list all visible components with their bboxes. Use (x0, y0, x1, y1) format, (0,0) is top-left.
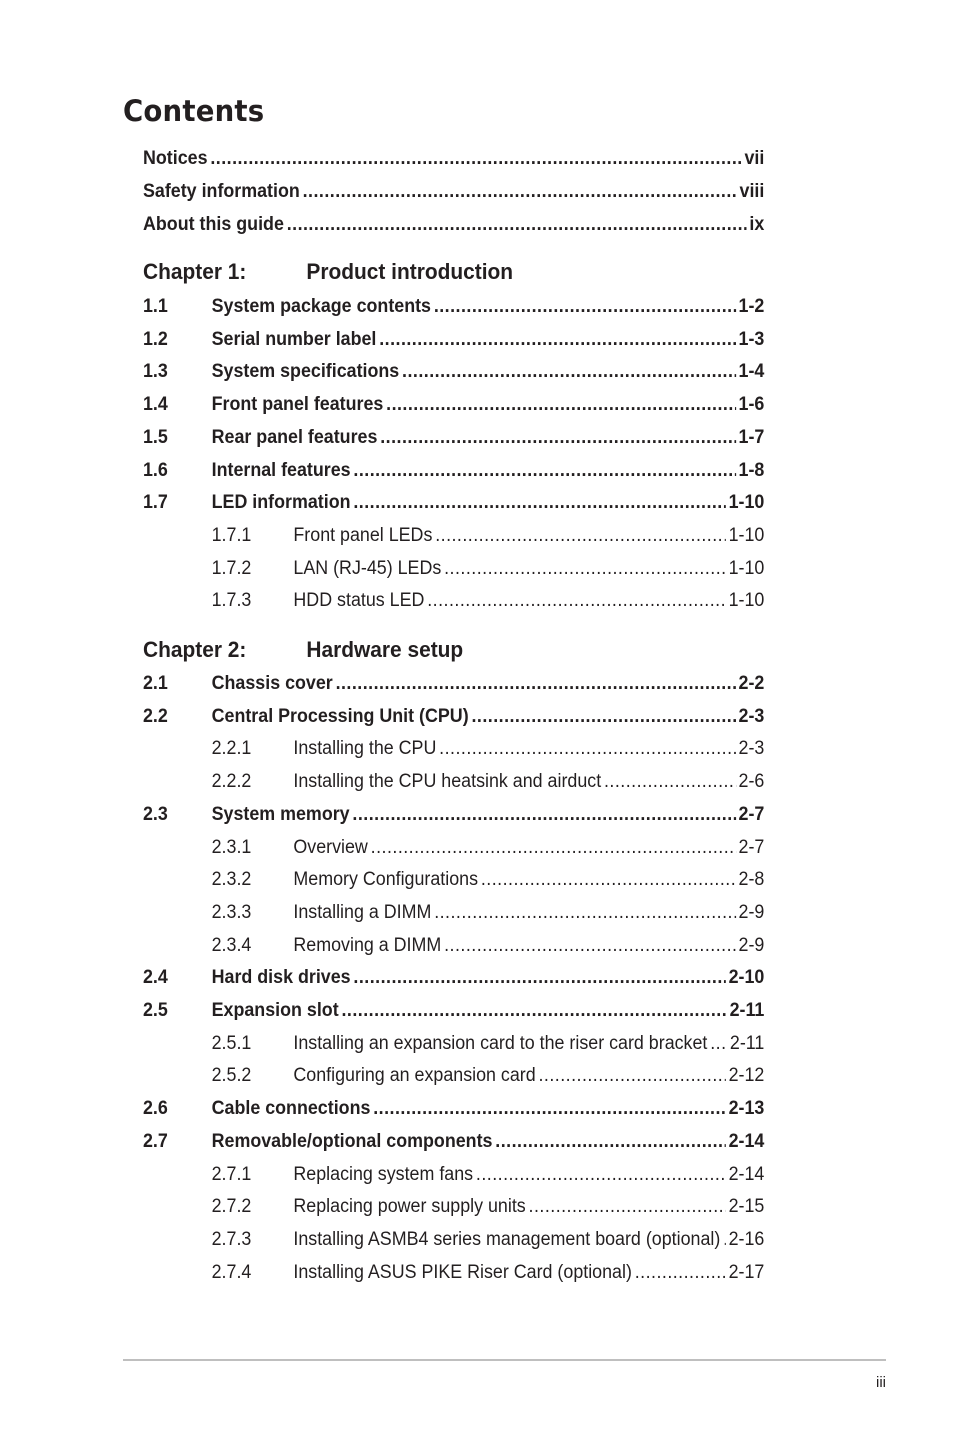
chapter-number: Chapter 2: (143, 637, 247, 662)
toc-entry[interactable] (143, 1227, 764, 1253)
toc-entry-number: 1.2 (143, 329, 168, 350)
footer-rule (123, 1359, 886, 1361)
toc-entry-page: 2-10 (728, 967, 765, 988)
toc-entry-number: 2.6 (143, 1098, 168, 1119)
dot-leader (481, 867, 736, 893)
toc-entry-page: 2-11 (729, 1000, 765, 1021)
toc-entry-number: 2.3.3 (211, 902, 252, 923)
dot-leader (723, 1227, 726, 1253)
toc-entry-page: 1-6 (738, 394, 765, 415)
toc-entry-label: Installing an expansion card to the riser card bracket (293, 1033, 708, 1054)
toc-entry-page: 2-9 (738, 935, 765, 956)
toc-entry-label: Removing a DIMM (293, 935, 442, 956)
toc-entry-page: 1-10 (728, 558, 765, 579)
toc-entry-label: HDD status LED (293, 590, 425, 611)
chapter-heading (143, 257, 513, 287)
toc-entry-label: Central Processing Unit (CPU) (211, 706, 469, 727)
toc-entry-label: Front panel features (211, 394, 384, 415)
toc-entry[interactable] (143, 359, 764, 385)
dot-leader (444, 933, 736, 959)
toc-entry-number: 2.3.1 (211, 837, 252, 858)
toc-entry[interactable] (143, 392, 764, 418)
toc-entry-page: 1-2 (738, 296, 765, 317)
toc-entry[interactable] (143, 769, 764, 795)
toc-entry-page: 2-14 (728, 1164, 765, 1185)
toc-entry[interactable] (143, 458, 764, 484)
toc-entry-page: 2-6 (738, 771, 765, 792)
toc-entry[interactable] (143, 998, 764, 1024)
toc-entry-number: 2.4 (143, 967, 168, 988)
page-number: iii (876, 1374, 886, 1391)
toc-entry-page: 2-2 (738, 673, 765, 694)
toc-entry-page: 1-10 (728, 525, 765, 546)
toc-entry-label: System package contents (211, 296, 431, 317)
toc-entry-number: 1.7 (143, 492, 168, 513)
toc-entry-page: 2-12 (728, 1065, 765, 1086)
toc-entry-number: 2.7.3 (211, 1229, 252, 1250)
toc-entry-number: 1.7.3 (211, 590, 252, 611)
toc-entry-number: 2.5.1 (211, 1033, 252, 1054)
toc-entry[interactable] (143, 490, 764, 516)
dot-leader (379, 327, 735, 353)
toc-entry-label: Installing ASMB4 series management board (optional) (293, 1229, 721, 1250)
toc-entry-number: 2.3.4 (211, 935, 252, 956)
toc-entry[interactable] (143, 802, 764, 828)
toc-entry-page: 1-10 (728, 590, 765, 611)
dot-leader (435, 523, 726, 549)
toc-entry-label: Notices (143, 148, 208, 169)
toc-entry-number: 1.4 (143, 394, 168, 415)
toc-entry-label: Rear panel features (211, 427, 378, 448)
toc-entry-page: 2-11 (729, 1033, 765, 1054)
chapter-number: Chapter 1: (143, 259, 247, 284)
dot-leader (353, 458, 735, 484)
toc-entry-label: Front panel LEDs (293, 525, 433, 546)
dot-leader (353, 490, 725, 516)
toc-entry-page: 1-4 (738, 361, 765, 382)
toc-entry[interactable] (143, 867, 764, 893)
toc-entry-number: 1.3 (143, 361, 168, 382)
toc-entry-page: viii (739, 181, 765, 202)
toc-entry-label: Removable/optional components (211, 1131, 493, 1152)
toc-entry-page: 2-3 (738, 738, 765, 759)
dot-leader (538, 1063, 725, 1089)
toc-entry-label: System specifications (211, 361, 400, 382)
dot-leader (635, 1260, 726, 1286)
toc-entry-label: Hard disk drives (211, 967, 351, 988)
toc-entry-page: 2-8 (738, 869, 765, 890)
toc-entry-page: 2-15 (728, 1196, 765, 1217)
toc-entry-label: Replacing power supply units (293, 1196, 526, 1217)
dot-leader (287, 212, 747, 238)
dot-leader (380, 425, 735, 451)
toc-entry-page: 2-7 (738, 837, 765, 858)
toc-entry-label: Expansion slot (211, 1000, 339, 1021)
toc-entry-page: ix (749, 214, 765, 235)
toc-entry[interactable] (143, 179, 764, 205)
toc-entry-label: Overview (293, 837, 368, 858)
toc-entry[interactable] (143, 900, 764, 926)
toc-entry-number: 2.7.2 (211, 1196, 252, 1217)
dot-leader (402, 359, 736, 385)
toc-entry-label: LED information (211, 492, 351, 513)
toc-entry-page: 1-10 (728, 492, 765, 513)
toc-entry-label: Internal features (211, 460, 351, 481)
toc-entry-page: 2-13 (728, 1098, 765, 1119)
toc-entry[interactable] (143, 588, 764, 614)
dot-leader (341, 998, 726, 1024)
toc-entry-label: Installing the CPU (293, 738, 437, 759)
toc-entry-page: 2-16 (728, 1229, 765, 1250)
toc-entry[interactable] (143, 425, 764, 451)
dot-leader (371, 835, 736, 861)
dot-leader (439, 736, 736, 762)
toc-entry[interactable] (143, 736, 764, 762)
toc-entry-label: Chassis cover (211, 673, 333, 694)
toc-entry-page: 2-9 (738, 902, 765, 923)
toc-entry-number: 2.7 (143, 1131, 168, 1152)
toc-entry[interactable] (143, 1031, 764, 1057)
toc-entry-number: 1.1 (143, 296, 168, 317)
toc-entry[interactable] (143, 671, 764, 697)
toc-entry-number: 2.2.1 (211, 738, 252, 759)
toc-entry[interactable] (143, 965, 764, 991)
dot-leader (529, 1194, 726, 1220)
toc-entry-label: Installing ASUS PIKE Riser Card (optional) (293, 1262, 632, 1283)
toc-entry-number: 2.5 (143, 1000, 168, 1021)
toc-entry[interactable] (143, 294, 764, 320)
dot-leader (373, 1096, 726, 1122)
toc-entry[interactable] (143, 523, 764, 549)
dot-leader (353, 965, 725, 991)
toc-entry-label: Serial number label (211, 329, 377, 350)
toc-entry-label: Installing the CPU heatsink and airduct (293, 771, 602, 792)
toc-entry-number: 2.7.1 (211, 1164, 252, 1185)
toc-entry[interactable] (143, 1194, 764, 1220)
toc-entry-number: 2.5.2 (211, 1065, 252, 1086)
toc-entry-label: Configuring an expansion card (293, 1065, 536, 1086)
toc-entry[interactable] (143, 933, 764, 959)
toc-entry-page: 1-8 (738, 460, 765, 481)
toc-entry-page: 2-3 (738, 706, 765, 727)
toc-entry[interactable] (143, 1096, 764, 1122)
toc-entry-number: 2.2 (143, 706, 168, 727)
dot-leader (604, 769, 736, 795)
toc-entry-number: 2.1 (143, 673, 168, 694)
toc-entry[interactable] (143, 704, 764, 730)
toc-entry-number: 2.7.4 (211, 1262, 252, 1283)
dot-leader (444, 556, 726, 582)
toc-entry-page: 2-17 (728, 1262, 765, 1283)
toc-entry-label: LAN (RJ-45) LEDs (293, 558, 442, 579)
dot-leader (386, 392, 736, 418)
dot-leader (303, 179, 737, 205)
toc-entry-page: 1-7 (738, 427, 765, 448)
toc-entry-number: 1.7.1 (211, 525, 252, 546)
toc-entry[interactable] (143, 212, 764, 238)
toc-entry-label: Safety information (143, 181, 300, 202)
toc-entry-number: 1.6 (143, 460, 168, 481)
dot-leader (434, 900, 736, 926)
dot-leader (710, 1031, 727, 1057)
toc-entry-number: 1.7.2 (211, 558, 252, 579)
toc-entry-label: System memory (211, 804, 350, 825)
dot-leader (210, 146, 741, 172)
dot-leader (476, 1162, 726, 1188)
dot-leader (427, 588, 726, 614)
toc-entry[interactable] (143, 146, 764, 172)
toc-entry-page: 2-14 (728, 1131, 765, 1152)
toc-entry-label: Installing a DIMM (293, 902, 432, 923)
dot-leader (434, 294, 736, 320)
toc-entry-page: 1-3 (738, 329, 765, 350)
toc-entry[interactable] (143, 1063, 764, 1089)
toc-entry[interactable] (143, 1129, 764, 1155)
page-title: Contents (123, 94, 265, 128)
toc-entry[interactable] (143, 1162, 764, 1188)
toc-entry-page: 2-7 (738, 804, 765, 825)
chapter-title: Hardware setup (306, 637, 464, 662)
toc-entry-label: About this guide (143, 214, 284, 235)
dot-leader (352, 802, 735, 828)
dot-leader (495, 1129, 725, 1155)
toc-entry-label: Memory Configurations (293, 869, 479, 890)
toc-entry-number: 2.2.2 (211, 771, 252, 792)
dot-leader (336, 671, 736, 697)
toc-entry-label: Cable connections (211, 1098, 371, 1119)
dot-leader (471, 704, 735, 730)
chapter-title: Product introduction (306, 259, 514, 284)
toc-entry[interactable] (143, 1260, 764, 1286)
toc-entry-label: Replacing system fans (293, 1164, 474, 1185)
chapter-heading (143, 635, 463, 665)
toc-entry[interactable] (143, 835, 764, 861)
toc-entry-number: 2.3 (143, 804, 168, 825)
toc-entry-number: 1.5 (143, 427, 168, 448)
toc-entry-number: 2.3.2 (211, 869, 252, 890)
toc-entry[interactable] (143, 556, 764, 582)
toc-entry-page: vii (744, 148, 765, 169)
toc-entry[interactable] (143, 327, 764, 353)
